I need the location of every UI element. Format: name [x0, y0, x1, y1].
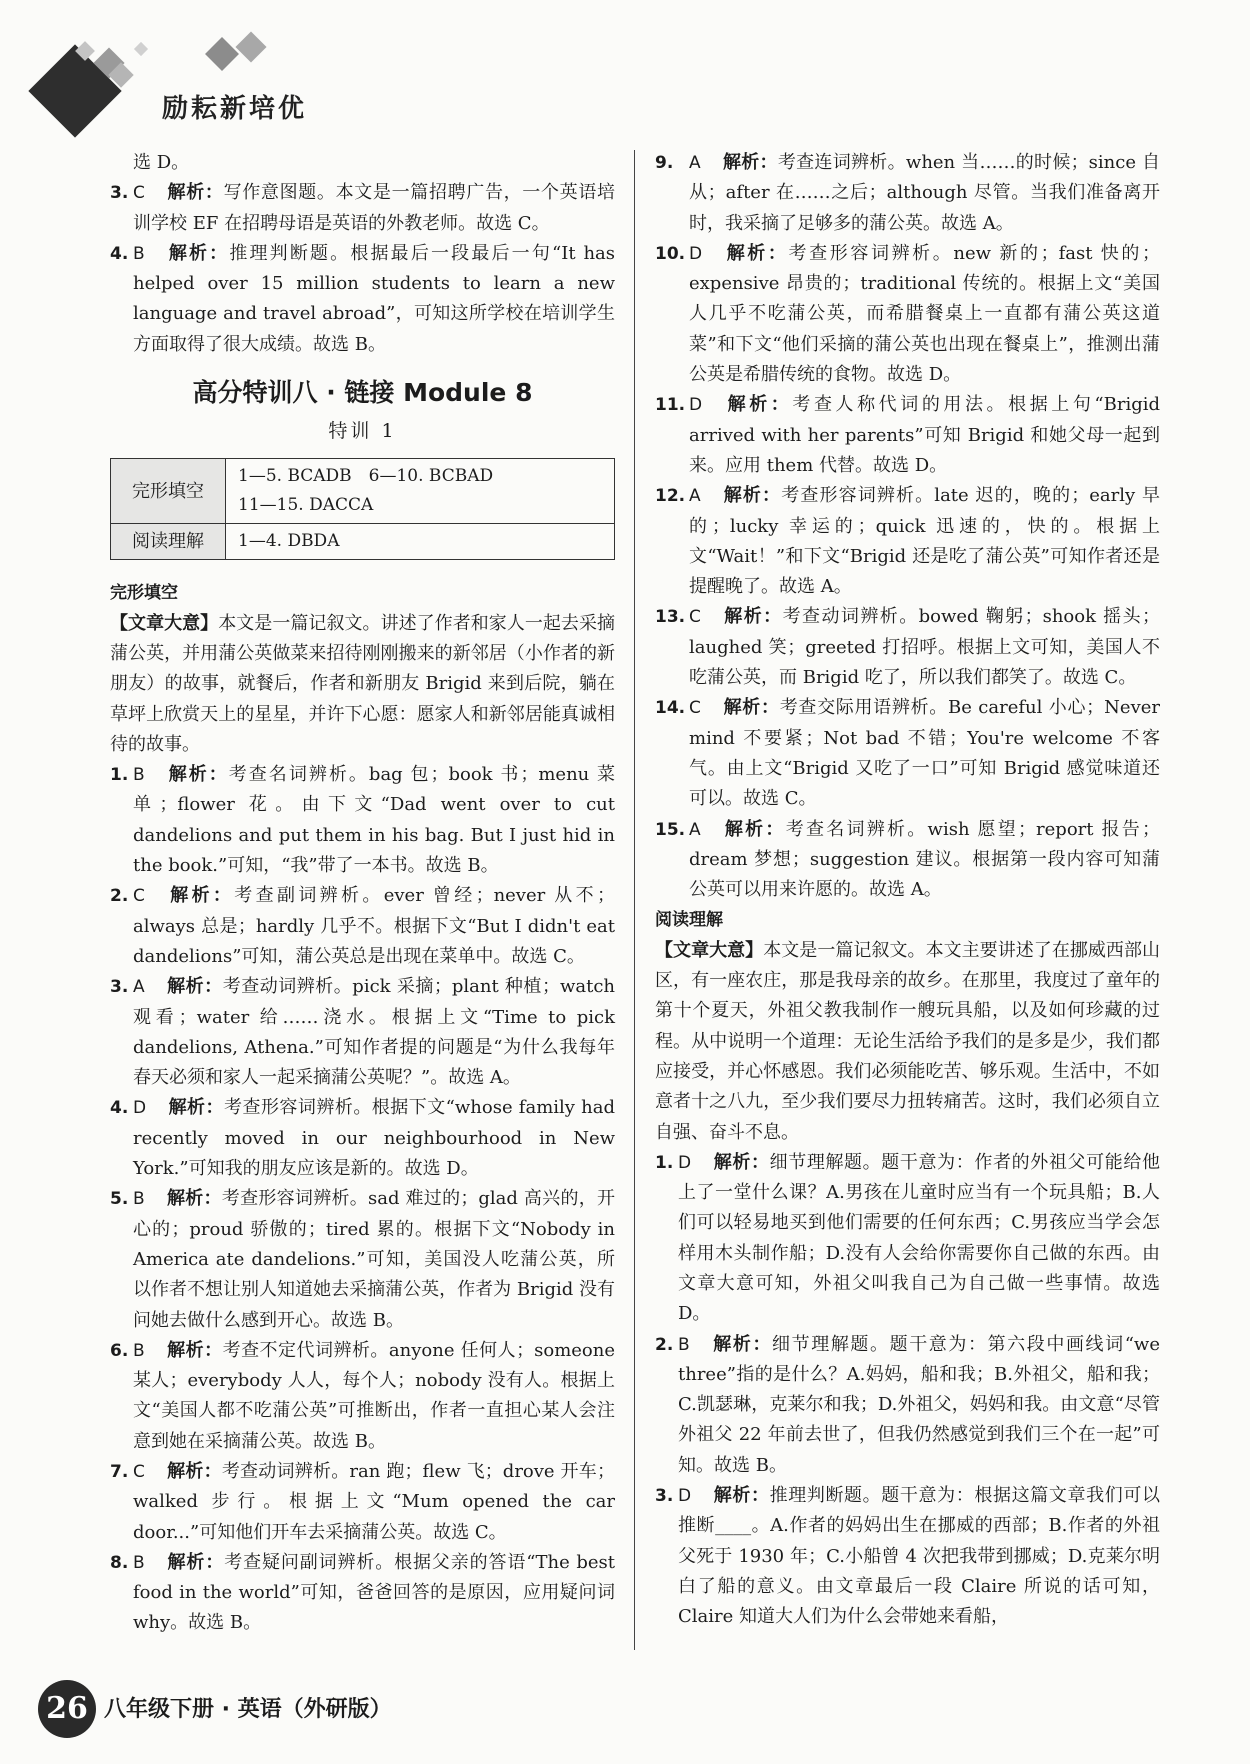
answer-item — [655, 1330, 1160, 1481]
item-number: 9. — [655, 153, 674, 173]
reading-answers-line1: 1—4. DBDA — [238, 531, 340, 552]
cloze-summary — [110, 609, 615, 760]
item-text: 写作意图题。本文是一篇招聘广告，一个英语培训学校 EF 在招聘母语是英语的外教老师。故选 C。 — [133, 182, 615, 234]
item-answer: A — [133, 977, 145, 998]
item-text: 推理判断题。题干意为：根据这篇文章我们可以推断____。A.作者的妈妈出生在挪威的西部；B.作者的外祖父死于 1930 年；C.小船曾 4 次把我带到挪威；D.克莱尔明白了船的意义。由文章最后一段 Claire 所说的话可知，Claire 知道大人们为什么会带她来看船， — [678, 1485, 1160, 1628]
item-text: 考查动词辨析。ran 跑；flew 飞；drove 开车；walked 步行。根据上文“Mum opened the car door...”可知他们开车去采摘蒲公英。故选 C。 — [133, 1460, 616, 1543]
page-header — [0, 0, 1250, 140]
item-answer: D — [678, 1152, 692, 1173]
item-number: 3. — [110, 183, 129, 204]
answer-item — [110, 881, 615, 972]
item-text: 考查副词辨析。ever 曾经；never 从不；always 总是；hardly 几乎不。根据下文“But I didn't eat dandelions”可知，蒲公英总是出现在菜单中。故选 C。 — [133, 885, 616, 967]
item-number: 11. — [655, 395, 686, 416]
item-tag: 解析： — [713, 1485, 770, 1507]
item-tag: 解析： — [166, 1188, 222, 1210]
item-text: 考查形容词辨析。根据下文“whose family had recently moved in our neighbourhood in New York.”可知我的朋友应该是新的。故选 D。 — [133, 1097, 615, 1180]
item-number: 8. — [110, 1552, 129, 1573]
item-number: 2. — [655, 1334, 674, 1355]
answer-item — [655, 481, 1160, 602]
item-answer: D — [689, 395, 703, 416]
item-text: 考查形容词辨析。sad 难过的；glad 高兴的，开心的；proud 骄傲的；tired 累的。根据下文“Nobody in America ate dandelions.”可知，美国没人吃蒲公英，所以作者不想让别人知道她去采摘蒲公英，作者为 Brigid 没有问她去做什么感到开心。故选 B。 — [133, 1188, 616, 1331]
item-tag: 解析： — [166, 242, 230, 264]
answer-item — [110, 1548, 615, 1639]
summary-tag: 【文章大意】 — [110, 612, 219, 634]
item-tag: 解析： — [724, 242, 789, 264]
logo-diamond — [134, 42, 148, 56]
item-number: 14. — [655, 698, 686, 719]
item-answer: C — [689, 698, 701, 719]
item-text: 细节理解题。题干意为：第六段中画线词“we three”指的是什么？A.妈妈，船和我；B.外祖父，船和我；C.凯瑟琳，克莱尔和我；D.外祖父，妈妈和我。由文意“尽管外祖父 22 年前去世了，但我仍然感觉到我们三个在一起”可知。故选 B。 — [678, 1333, 1160, 1476]
answer-item — [655, 1481, 1160, 1632]
item-number: 6. — [110, 1340, 129, 1361]
table-row — [111, 459, 615, 524]
item-text: 考查形容词辨析。late 迟的，晚的；early 早的；lucky 幸运的；quick 迅速的，快的。根据上文“Wait！”和下文“Brigid 还是吃了蒲公英”可知作者还是提醒晚了。故选 A。 — [689, 485, 1161, 598]
item-text: 考查形容词辨析。new 新的；fast 快的；expensive 昂贵的；traditional 传统的。根据上文“美国人几乎不吃蒲公英，而希腊餐桌上一直都有蒲公英这道菜”和下文“他们采摘的蒲公英也出现在餐桌上”，推测出蒲公英是希腊传统的食物。故选 D。 — [689, 242, 1160, 386]
item-answer: A — [689, 819, 701, 840]
item-number: 7. — [110, 1461, 129, 1482]
reading-heading: 阅读理解 — [655, 910, 723, 931]
item-number: 13. — [655, 607, 686, 628]
item-tag: 解析： — [722, 818, 786, 840]
item-number: 3. — [110, 977, 129, 998]
answer-item — [655, 148, 1160, 239]
item-number: 3. — [655, 1486, 674, 1507]
item-text: 细节理解题。题干意为：作者的外祖父可能给他上了一堂什么课？A.男孩在儿童时应当有一个玩具船；B.人们可以轻易地买到他们需要的任何东西；C.男孩应当学会怎样用木头制作船；D.没有人会给你需要你自己做的东西。由文章大意可知，外祖父叫我自己为自己做一些事情。故选 D。 — [678, 1151, 1160, 1325]
table-cell-reading — [226, 524, 615, 560]
item-text: 考查名词辨析。bag 包；book 书；menu 菜单；flower 花。由下文“Dad went over to cut dandelions and put them in his bag. But I just hid in the book.”可知，“我”带了一本书。故选 B。 — [133, 764, 615, 877]
footer-book-title: 八年级下册 · 英语（外研版） — [104, 1697, 392, 1722]
item-text: 考查疑问副词辨析。根据父亲的答语“The best food in the world”可知，爸爸回答的是原因，应用疑问词 why。故选 B。 — [133, 1551, 615, 1634]
item-answer: B — [133, 1552, 145, 1573]
table-label-reading: 阅读理解 — [111, 524, 226, 560]
answer-item — [655, 1148, 1160, 1330]
item-number: 10. — [655, 243, 686, 264]
item-answer: A — [689, 486, 701, 507]
item-text: 推理判断题。根据最后一段最后一句“It has helped over 15 million students to learn a new language and travel abroad”，可知这所学校在培训学生方面取得了很大成绩。故选 B。 — [133, 242, 616, 355]
item-answer: D — [678, 1486, 692, 1507]
item-answer: B — [678, 1334, 690, 1355]
answer-item — [110, 239, 615, 360]
summary-tag: 【文章大意】 — [655, 939, 764, 961]
item-text: 考查动词辨析。pick 采摘；plant 种植；watch 观看；water 给……浇水。根据上文“Time to pick dandelions, Athena.”可知作者提的问题是“为什么我每年春天必须和家人一起采摘蒲公英呢？”。故选 A。 — [133, 976, 615, 1089]
item-answer: B — [133, 1189, 145, 1210]
item-number: 1. — [655, 1152, 674, 1173]
item-answer: D — [689, 243, 703, 264]
item-number: 4. — [110, 1098, 129, 1119]
brand-title: 励耘新培优 — [162, 94, 308, 124]
item-tag: 解析： — [711, 1333, 773, 1355]
answer-item — [110, 760, 615, 881]
cloze-heading: 完形填空 — [110, 583, 178, 604]
item-text: 考查动词辨析。bowed 鞠躬；shook 摇头；laughed 笑；greeted 打招呼。根据上文可知，美国人不吃蒲公英，而 Brigid 吃了，所以我们都笑了。故选 C。 — [689, 606, 1161, 689]
page-number: 26 — [38, 1680, 96, 1738]
table-cell-cloze — [226, 459, 615, 524]
item-answer: B — [133, 765, 145, 786]
table-label-cloze: 完形填空 — [111, 459, 226, 524]
item-answer: C — [133, 1461, 145, 1482]
item-tag: 解析： — [166, 1551, 225, 1573]
reading-summary — [655, 936, 1160, 1148]
item-tag: 解析： — [166, 764, 229, 786]
item-tag: 解析： — [722, 606, 783, 628]
answer-item — [110, 1457, 615, 1548]
summary-text: 本文是一篇记叙文。讲述了作者和家人一起去采摘蒲公英，并用蒲公英做菜来招待刚刚搬来的新邻居（小作者的新朋友）的故事，就餐后，作者和新朋友 Brigid 来到后院，躺在草坪上欣赏天上的星星，并许下心愿：愿家人和新邻居能真诚相待的故事。 — [110, 612, 616, 755]
item-number: 4. — [110, 243, 129, 264]
item-tag: 解析： — [166, 1339, 223, 1361]
item-tag: 解析： — [722, 152, 778, 173]
continuation-text — [110, 148, 615, 178]
item-answer: C — [133, 886, 145, 907]
logo-diamond — [235, 31, 266, 62]
cloze-answers-line1: 1—5. BCADB 6—10. BCBAD — [238, 466, 494, 487]
item-text: 考查交际用语辨析。Be careful 小心；Never mind 不要紧；Not bad 不错；You're welcome 不客气。由上文“Brigid 又吃了一口”可知 Brigid 感觉味道还可以。故选 C。 — [689, 697, 1161, 810]
item-tag: 解析： — [166, 1460, 222, 1482]
section-subtitle: 特训 1 — [328, 420, 397, 443]
answer-item — [110, 1184, 615, 1335]
item-tag: 解析： — [722, 697, 780, 719]
left-column — [110, 148, 615, 1639]
item-tag: 解析： — [724, 394, 793, 416]
section-title: 高分特训八 · 链接 Module 8 — [192, 378, 533, 408]
right-column — [655, 148, 1160, 1633]
answer-item — [110, 972, 615, 1093]
table-row — [111, 524, 615, 560]
answer-item — [655, 815, 1160, 906]
answer-item — [655, 239, 1160, 390]
item-number: 5. — [110, 1189, 129, 1210]
item-tag: 解析： — [713, 1151, 770, 1173]
answer-item — [655, 602, 1160, 693]
item-answer: C — [133, 183, 145, 204]
item-answer: A — [689, 153, 701, 173]
item-answer: C — [689, 607, 701, 628]
item-number: 2. — [110, 886, 129, 907]
item-number: 1. — [110, 765, 129, 786]
continuation-label: 选 D。 — [133, 152, 190, 173]
item-answer: B — [133, 1340, 145, 1361]
answer-item — [655, 693, 1160, 814]
item-text: 考查人称代词的用法。根据上句“Brigid arrived with her parents”可知 Brigid 和她父母一起到来。应用 them 代替。故选 D。 — [689, 394, 1161, 476]
item-answer: B — [133, 243, 145, 264]
item-tag: 解析： — [166, 182, 224, 204]
item-number: 15. — [655, 819, 686, 840]
item-tag: 解析： — [722, 485, 782, 507]
item-text: 考查名词辨析。wish 愿望；report 报告；dream 梦想；suggestion 建议。根据第一段内容可知蒲公英可以用来许愿的。故选 A。 — [689, 818, 1161, 901]
answer-table — [110, 458, 615, 560]
answer-item — [110, 1336, 615, 1457]
item-text: 考查不定代词辨析。anyone 任何人；someone 某人；everybody 人人，每个人；nobody 没有人。根据上文“美国人都不吃蒲公英”可推断出，作者一直担心某人会注意到她在采摘蒲公英。故选 B。 — [133, 1339, 615, 1452]
item-tag: 解析： — [166, 976, 223, 998]
cloze-answers-line2: 11—15. DACCA — [238, 495, 374, 516]
answer-item — [655, 390, 1160, 481]
answer-item — [110, 178, 615, 239]
item-text: 考查连词辨析。when 当……的时候；since 自从；after 在……之后；although 尽管。当我们准备离开时，我采摘了足够多的蒲公英。故选 A。 — [689, 152, 1160, 234]
logo-diamond — [205, 37, 239, 71]
column-divider — [634, 150, 635, 1650]
item-answer: D — [133, 1098, 147, 1119]
item-number: 12. — [655, 486, 686, 507]
item-tag: 解析： — [168, 1097, 224, 1119]
summary-text: 本文是一篇记叙文。本文主要讲述了在挪威西部山区，有一座农庄，那是我母亲的故乡。在那里，我度过了童年的第十个夏天，外祖父教我制作一艘玩具船，以及如何珍藏的过程。从中说明一个道理：无论生活给予我们的是多是少，我们都应接受，并心怀感恩。我们必须能吃苦、够乐观。生活中，不如意者十之八九，至少我们要尽力扭转痛苦。这时，我们必须自立自强、奋斗不息。 — [655, 939, 1161, 1143]
answer-item — [110, 1093, 615, 1184]
item-tag: 解析： — [166, 885, 235, 907]
